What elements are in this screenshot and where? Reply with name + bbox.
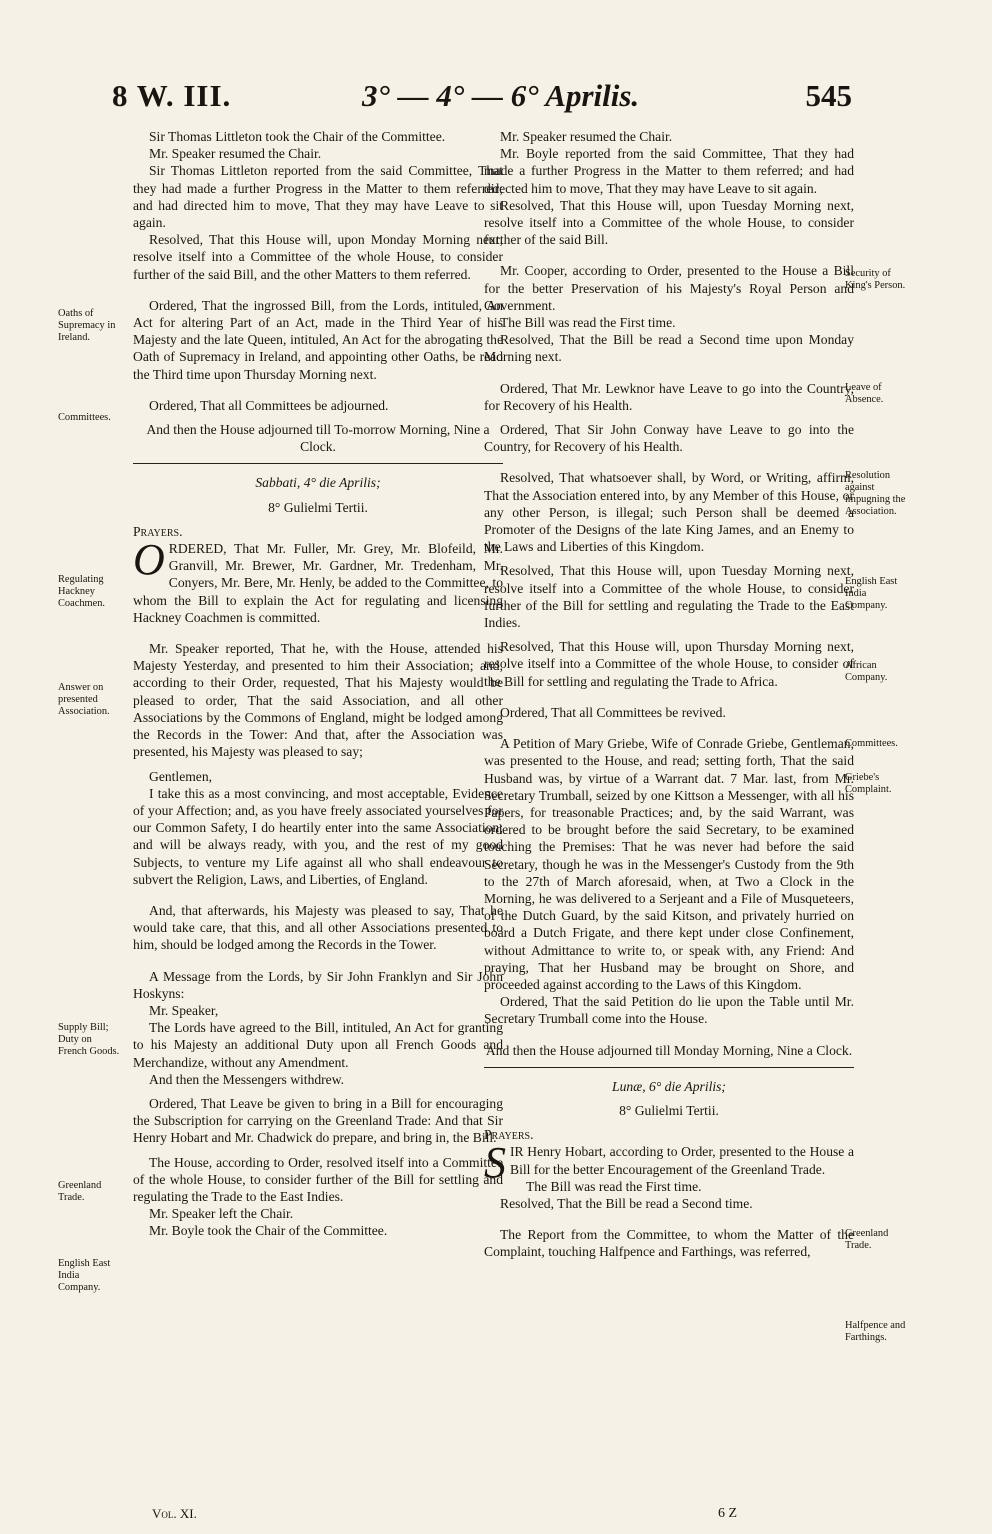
speech-text: I take this as a most convincing, and most acceptable, Evidence of your Affection; and, as you have freely associated yourselves for our Common Safety, I do heartily enter into the same Association; and will be always ready, with you, and the rest of my good Subjects, to venture my Life against all who shall endeavour to subvert the Religion, Laws, and Liberties, of England. (133, 785, 503, 887)
paragraph-text: IR Henry Hobart, according to Order, presented to the House a Bill for the better Encouragement of the Greenland Trade. (510, 1144, 854, 1177)
session-title: Lunæ, 6° die Aprilis; (612, 1078, 726, 1094)
volume-label: Vol. XI. (152, 1506, 197, 1521)
margin-note-greenland: Greenland Trade. (58, 1180, 102, 1203)
paragraph: Ordered, That Sir John Conway have Leave to go into the Country, for Recovery of his Health. (484, 422, 854, 455)
margin-note-committees: Committees. (58, 412, 111, 423)
margin-note-committees: Committees. (845, 738, 898, 749)
paragraph: Resolved, That whatsoever shall, by Word, or Writing, affirm, That the Association entered into, by any Member of this House, or any other Person, is illegal; such Person shall be deemed a Promoter of the Designs of the late King James, and an Enemy to the Laws and Liberties of this Kingdom. (484, 470, 854, 555)
paragraph: Ordered, That the ingrossed Bill, from the Lords, intituled, An Act for altering Part of an Act, made in the Third Year of his Majesty and the late Queen, intituled, An Act for the abrogating the Oath of Supremacy in Ireland, and appointing other Oaths, be read the Third time upon Thursday Morning next. (133, 297, 503, 382)
margin-note-east-india: English East India Company. (845, 576, 898, 611)
paragraph: Mr. Boyle took the Chair of the Committee. (149, 1223, 388, 1239)
paragraph: And then the Messengers withdrew. (149, 1071, 345, 1087)
paragraph: And, that afterwards, his Majesty was pleased to say, That he would take care, that this, and all other Associations presented to him, should be lodged among the Records in the Tower. (133, 902, 503, 953)
margin-note-griebe: Griebe's Complaint. (845, 772, 892, 795)
running-header (112, 78, 852, 122)
paragraph-text: RDERED, That Mr. Fuller, Mr. Grey, Mr. Blofeild, Mr. Granvill, Mr. Brewer, Mr. Gardner, Mr. Tredenham, Mr. Conyers, Mr. Bere, Mr. Henly, be added to the Committee, to whom the Bill to explain the Act for regulating and licensing Hackney Coachmen is committed. (133, 541, 503, 625)
margin-note-halfpence: Halfpence and Farthings. (845, 1320, 906, 1343)
paragraph: Ordered, That all Committees be adjourned. (149, 397, 389, 413)
margin-note-leave: Leave of Absence. (845, 382, 884, 405)
adjournment: And then the House adjourned till Monday Morning, Nine a Clock. (485, 1042, 853, 1058)
margin-note-east-india: English East India Company. (58, 1258, 111, 1293)
paragraph: The Bill was read the First time. (500, 315, 676, 331)
paragraph: Sir Thomas Littleton reported from the said Committee, That they had made a further Progress in the Matter to them referred; and had directed him to move, That they may have Leave to sit again. (133, 163, 503, 231)
paragraph: Resolved, That the Bill be read a Second time upon Monday Morning next. (484, 332, 854, 365)
paragraph: The Bill was read the First time. (526, 1178, 702, 1194)
paragraph: Resolved, That this House will, upon Monday Morning next, resolve itself into a Committee of the whole House, to consider further of the said Bill, and the other Matters to them referred. (133, 232, 503, 282)
paragraph: Ordered, That all Committees be revived. (500, 704, 726, 720)
drop-cap: S (484, 1138, 506, 1188)
right-column (484, 128, 854, 1261)
session-subtitle: 8° Gulielmi Tertii. (268, 499, 368, 515)
left-column (133, 128, 503, 1240)
margin-note-hackney: Regulating Hackney Coachmen. (58, 574, 106, 609)
paragraph: A Message from the Lords, by Sir John Franklyn and Sir John Hoskyns: (133, 968, 503, 1001)
paragraph: Mr. Speaker reported, That he, with the House, attended his Majesty Yesterday, and presented to him their Association; and, according to their Order, requested, That his Majesty would be pleased to order, That the said Association, and all other Associations by the Commons of England, might be lodged among the Records in the Tower: And that, after the Association was presented, his Majesty was pleased to say; (133, 641, 503, 760)
speech-salutation: Gentlemen, (149, 768, 213, 784)
paragraph: The Report from the Committee, to whom the Matter of the Complaint, touching Halfpence and Farthings, was referred, (484, 1227, 854, 1260)
paragraph: Mr. Speaker resumed the Chair. (500, 129, 673, 144)
drop-cap: O (133, 535, 165, 585)
paragraph: Sir Thomas Littleton took the Chair of the Committee. (149, 129, 446, 144)
paragraph: Mr. Cooper, according to Order, presented to the House a Bill for the better Preservation of his Majesty's Royal Person and Government. (484, 263, 854, 313)
paragraph: Mr. Speaker left the Chair. (149, 1206, 294, 1222)
signature-mark: 6 Z (718, 1506, 738, 1521)
paragraph: The Lords have agreed to the Bill, intituled, An Act for granting to his Majesty an additional Duty upon all French Goods and Merchandize, without any Amendment. (133, 1020, 503, 1070)
prayers-heading: Prayers. (484, 1127, 534, 1143)
margin-note-greenland: Greenland Trade. (845, 1228, 889, 1251)
margin-note-answer: Answer on presented Association. (58, 682, 110, 717)
paragraph: Ordered, That Leave be given to bring in a Bill for encouraging the Subscription for carrying on the Greenland Trade: And that Sir Henry Hobart and Mr. Chadwick do prepare, and bring in, the Bill. (133, 1095, 503, 1146)
session-subtitle: 8° Gulielmi Tertii. (619, 1102, 719, 1118)
margin-note-resolution: Resolution against impugning the Association. (845, 470, 906, 517)
margin-note-african: African Company. (845, 660, 888, 683)
header-dates: 3° — 4° — 6° Aprilis. (362, 78, 640, 113)
page-number: 545 (805, 78, 852, 113)
paragraph: A Petition of Mary Griebe, Wife of Conrade Griebe, Gentleman, was presented to the House, and read; setting forth, That the said Husband was, by virtue of a Warrant dat. 7 Mar. last, from Mr. Secretary Trumball, seized by one Kittson a Messenger, with all his Papers, for treasonable Practices; and, by the said Warrant, was ordered to be brought before the said Secretary, to be examined touching the Premises: That he was never had before the said Secretary, though he was in the Messenger's Custody from the 9th to the 27th of March aforesaid, when, at Two a Clock in the Morning, he was delivered to a Serjeant and a File of Musqueteers, of the Dutch Guard, by the said Kitson, and privately hurried on board a Dutch Frigate, and there kept under close Confinement, without Admittance to write to, or speak with, any Friend: And praying, That her Husband may be brought on Shore, and proceeded against according to the Laws of this Kingdom. (484, 736, 854, 992)
paragraph: Resolved, That the Bill be read a Second time. (500, 1195, 753, 1211)
session-title: Sabbati, 4° die Aprilis; (255, 475, 381, 491)
paragraph: Ordered, That the said Petition do lie upon the Table until Mr. Secretary Trumball come into the House. (484, 994, 854, 1027)
paragraph: Resolved, That this House will, upon Thursday Morning next, resolve itself into a Committee of the whole House, to consider of the Bill for settling and regulating the Trade to Africa. (484, 639, 854, 689)
margin-note-oaths: Oaths of Supremacy in Ireland. (58, 308, 116, 343)
section-divider (484, 1067, 854, 1068)
section-divider (133, 463, 503, 464)
adjournment: And then the House adjourned till To-morrow Morning, Nine a Clock. (146, 422, 490, 455)
paragraph: Mr. Speaker resumed the Chair. (149, 146, 322, 162)
header-regnal-year: 8 W. III. (112, 78, 232, 113)
paragraph: Resolved, That this House will, upon Tuesday Morning next, resolve itself into a Committee of the whole House, to consider further of the said Bill. (484, 197, 854, 248)
paragraph (133, 535, 503, 626)
paragraph: Mr. Speaker, (149, 1002, 219, 1018)
paragraph: Mr. Boyle reported from the said Committee, That they had made a further Progress in the Matter to them referred; and had directed him to move, That they may have Leave to sit again. (484, 146, 854, 196)
paragraph: The House, according to Order, resolved itself into a Committee of the whole House, to consider further of the Bill for settling and regulating the Trade to the East Indies. (133, 1154, 503, 1204)
prayers-heading: Prayers. (133, 523, 183, 539)
margin-note-security: Security of King's Person. (845, 268, 906, 291)
paragraph: Ordered, That Mr. Lewknor have Leave to go into the Country, for Recovery of his Health. (484, 380, 854, 413)
margin-note-supply: Supply Bill; Duty on French Goods. (58, 1022, 120, 1057)
paragraph: Resolved, That this House will, upon Tuesday Morning next, resolve itself into a Committee of the whole House, to consider further of the Bill for settling and regulating the Trade to the East Indies. (484, 563, 854, 631)
